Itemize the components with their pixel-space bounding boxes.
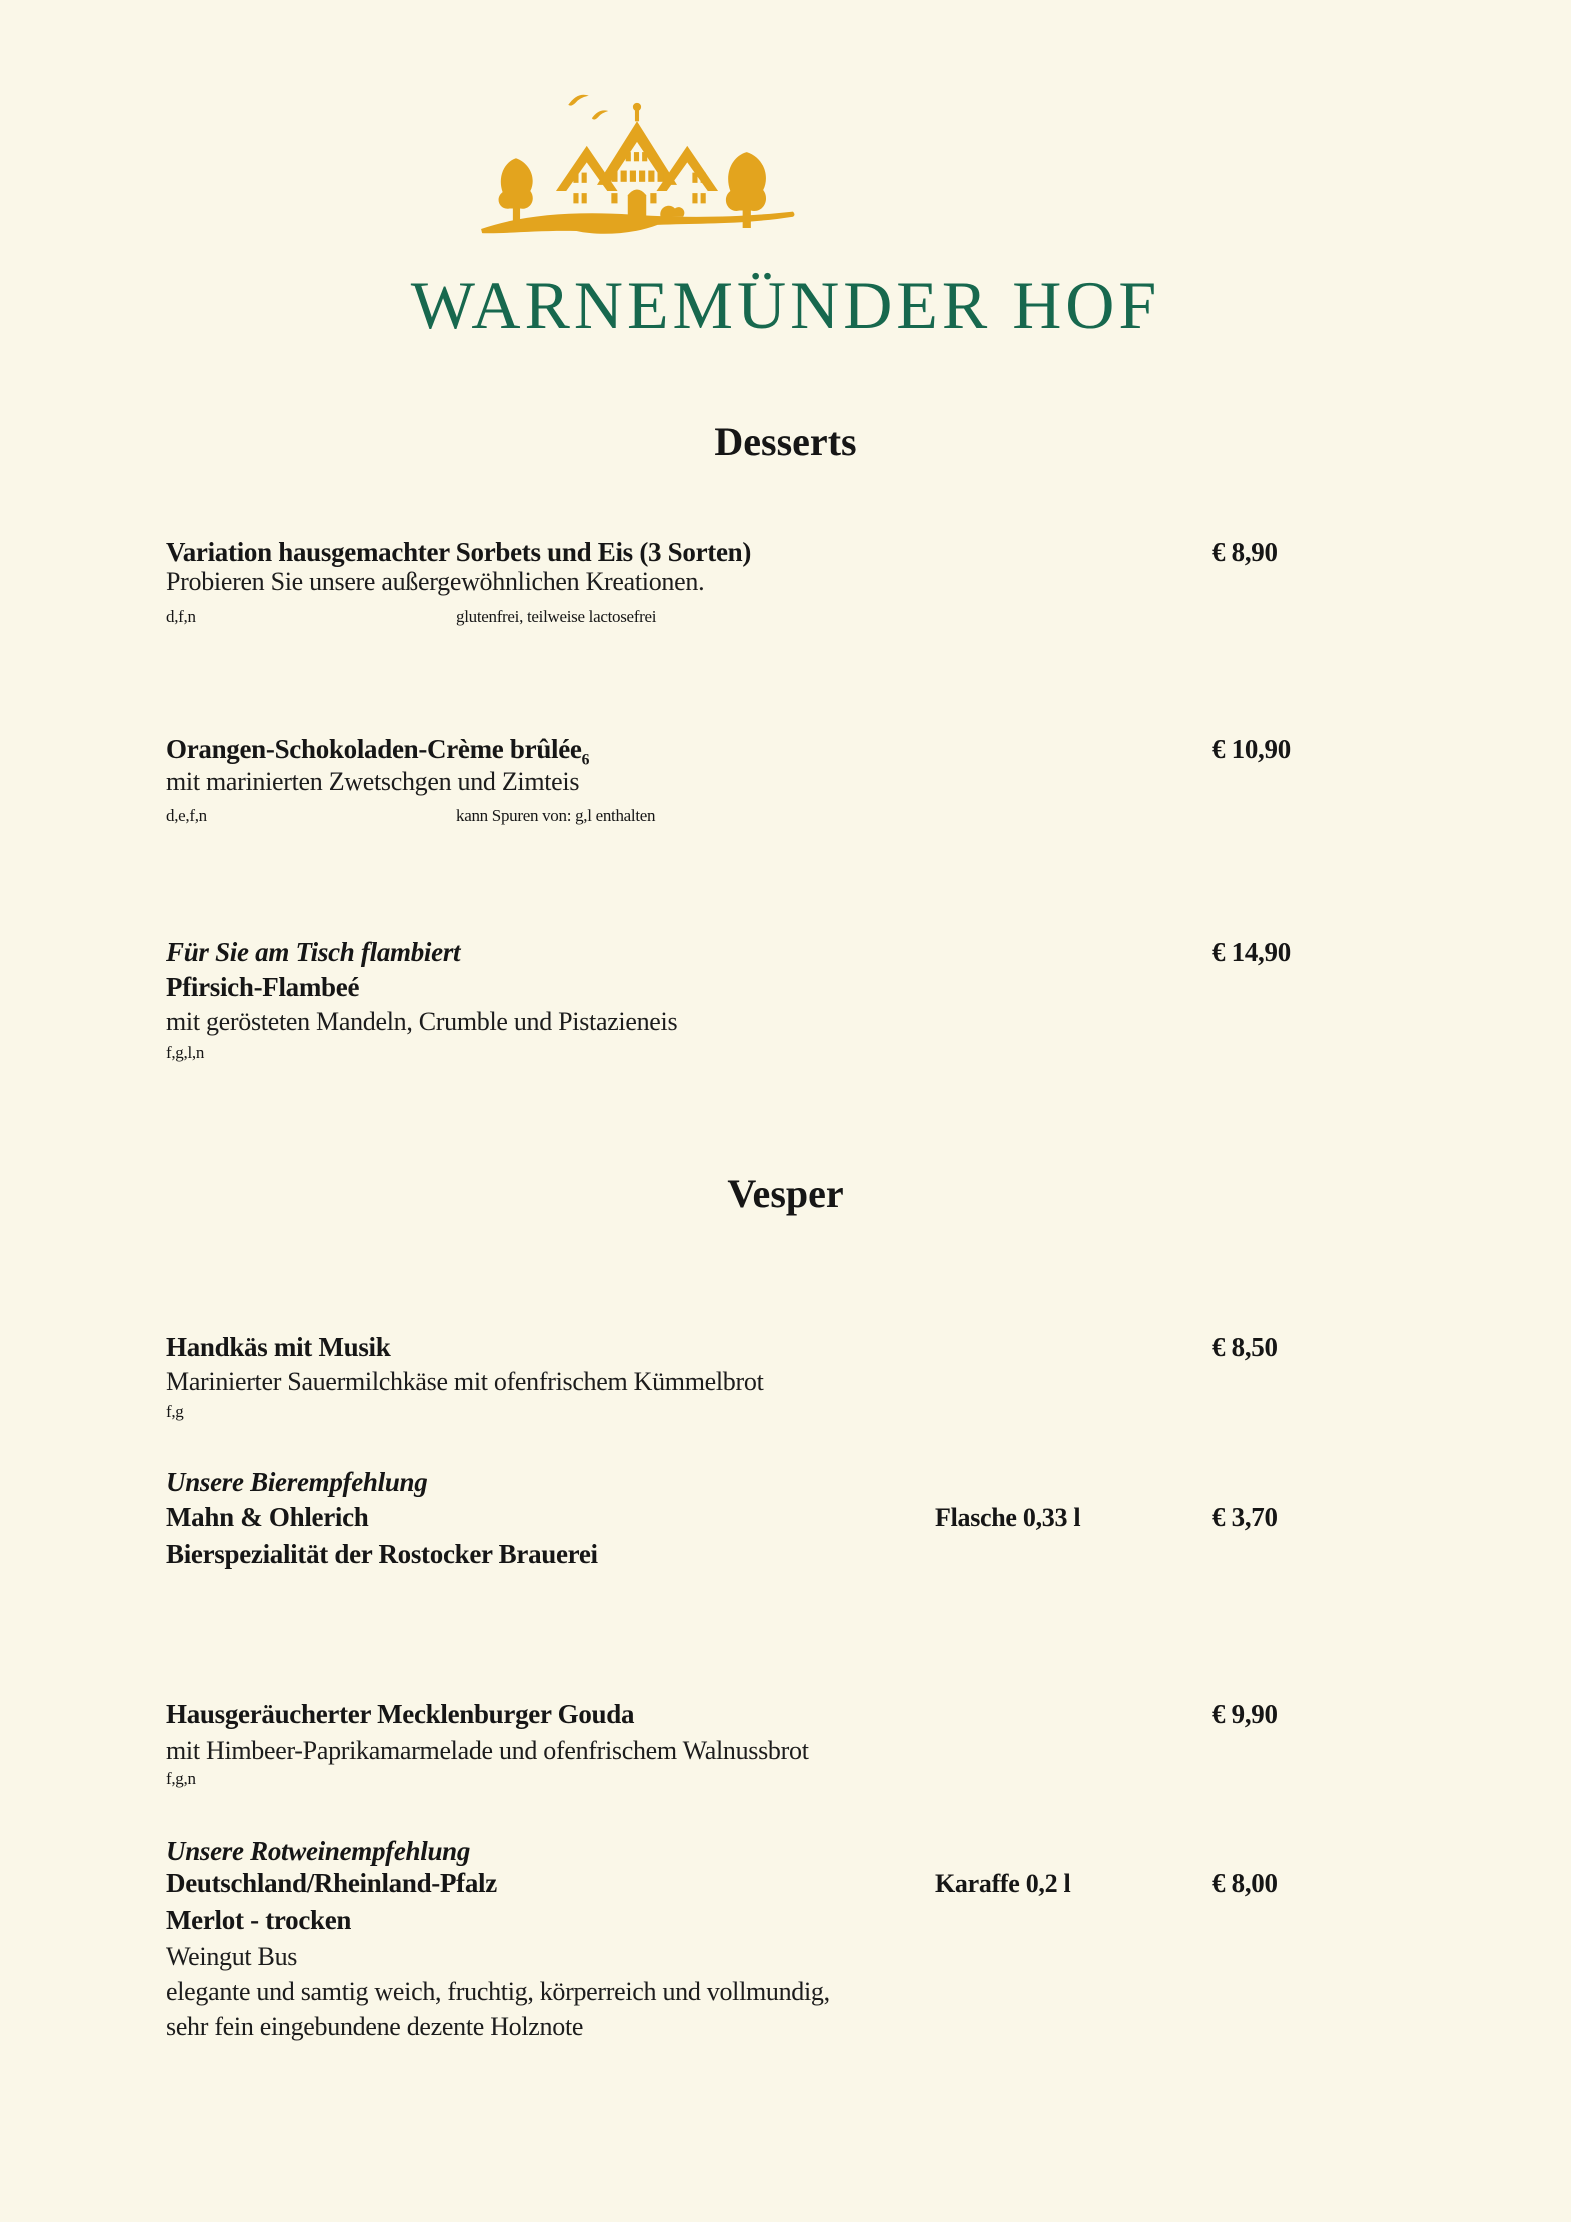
menu-item-description: mit marinierten Zwetschgen und Zimteis [166,767,580,796]
menu-item-price: € 14,90 [1212,937,1291,967]
menu-item-title-text: Orangen-Schokoladen-Crème brûlée [166,734,582,764]
allergen-note: kann Spuren von: g,l enthalten [456,806,656,825]
menu-item-title: Hausgeräucherter Mecklenburger Gouda [166,1699,635,1729]
allergen-codes: d,e,f,n [166,806,207,825]
menu-item-tagline: Unsere Bierempfehlung [166,1467,428,1497]
allergen-codes: f,g,n [166,1769,196,1788]
menu-item-description: elegante und samtig weich, fruchtig, körperreich und vollmundig, [166,1977,830,2006]
allergen-codes: d,f,n [166,607,196,626]
menu-item-description: sehr fein eingebundene dezente Holznote [166,2012,584,2041]
allergen-codes: f,g [166,1402,184,1421]
menu-item-description: Probieren Sie unsere außergewöhnlichen Kreationen. [166,567,705,596]
serving-size: Karaffe 0,2 l [935,1869,1071,1898]
section-heading-desserts: Desserts [714,419,857,464]
menu-item-price: € 8,50 [1212,1332,1278,1362]
menu-item-title [166,733,590,769]
menu-item-price: € 8,90 [1212,537,1278,567]
menu-item-price: € 8,00 [1212,1868,1278,1898]
menu-item-price: € 9,90 [1212,1699,1278,1729]
menu-item-title: Handkäs mit Musik [166,1332,391,1362]
section-heading-vesper: Vesper [727,1171,844,1216]
allergen-note: glutenfrei, teilweise lactosefrei [456,607,657,626]
menu-item-description: mit gerösteten Mandeln, Crumble und Pistazieneis [166,1007,678,1036]
menu-item-description: Marinierter Sauermilchkäse mit ofenfrischem Kümmelbrot [166,1367,764,1396]
hotel-name: WARNEMÜNDER HOF [410,267,1161,343]
footnote-number: 6 [581,751,590,769]
menu-item-title: Mahn & Ohlerich [166,1502,369,1532]
menu-item-price: € 10,90 [1212,734,1291,764]
hotel-logo-graphic [478,84,796,254]
menu-item-subtitle: Bierspezialität der Rostocker Brauerei [166,1539,598,1569]
serving-size: Flasche 0,33 l [935,1503,1081,1532]
menu-item-description: mit Himbeer-Paprikamarmelade und ofenfrischem Walnussbrot [166,1736,809,1765]
menu-item-title: Variation hausgemachter Sorbets und Eis (3 Sorten) [166,537,752,567]
allergen-codes: f,g,l,n [166,1043,205,1062]
producer-name: Weingut Bus [166,1942,298,1971]
menu-item-title: Deutschland/Rheinland-Pfalz [166,1868,497,1898]
menu-item-subtitle: Merlot - trocken [166,1905,352,1935]
menu-item-price: € 3,70 [1212,1502,1278,1532]
menu-item-tagline: Für Sie am Tisch flambiert [166,937,461,967]
menu-item-title: Pfirsich-Flambeé [166,972,360,1002]
menu-item-tagline: Unsere Rotweinempfehlung [166,1836,471,1866]
